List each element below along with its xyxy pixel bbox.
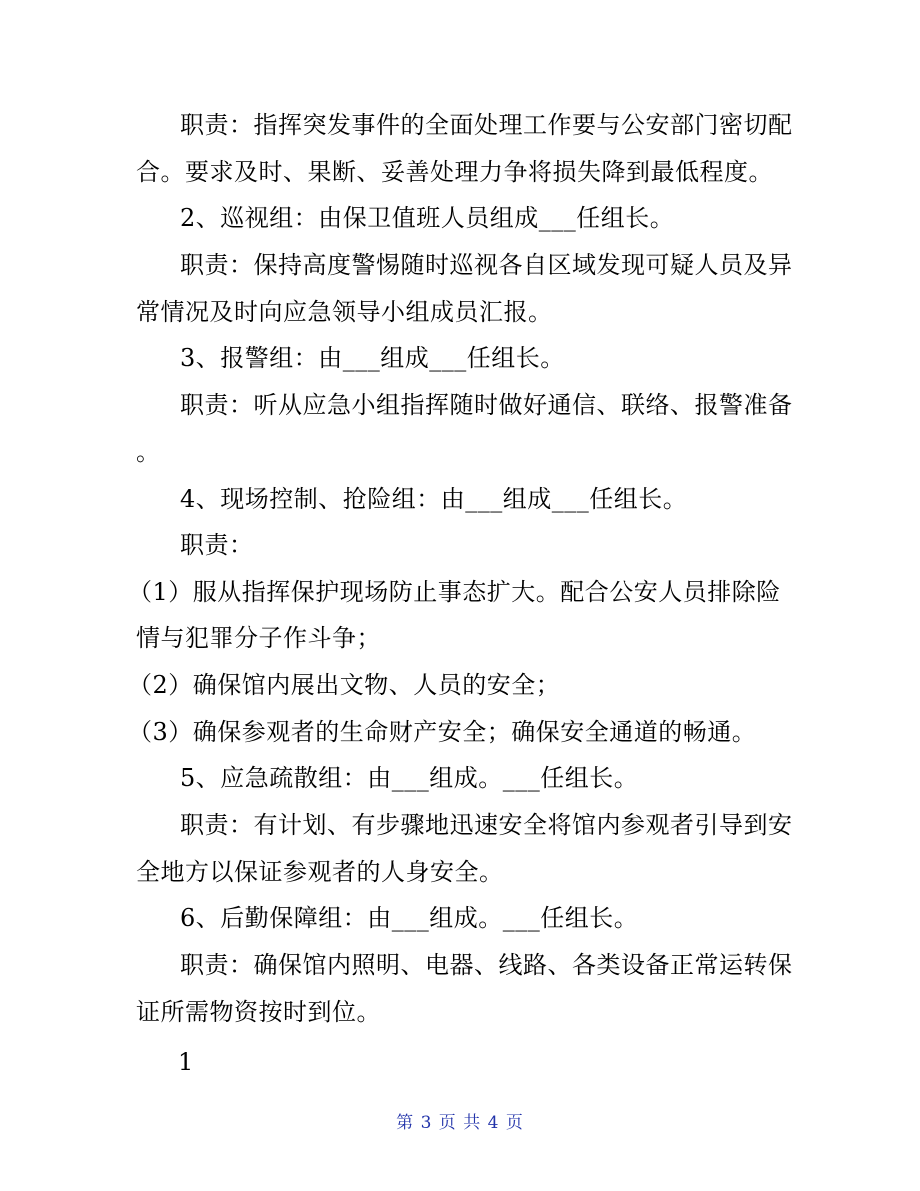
list-item: （2）确保馆内展出文物、人员的安全；: [128, 671, 561, 699]
paragraph-line: 职责：指挥突发事件的全面处理工作要与公安部门密切配: [180, 111, 793, 139]
paragraph-line: 职责：有计划、有步骤地迅速安全将馆内参观者引导到安: [180, 811, 793, 839]
paragraph-line: 职责：保持高度警惕随时巡视各自区域发现可疑人员及异: [180, 251, 793, 279]
page-footer: 第 3 页 共 4 页: [396, 1113, 524, 1133]
paragraph-line: 职责：听从应急小组指挥随时做好通信、联络、报警准备: [180, 391, 793, 419]
section-heading: 3、报警组：由___组成___任组长。: [180, 344, 565, 372]
list-item: （1）服从指挥保护现场防止事态扩大。配合公安人员排除险: [128, 578, 781, 606]
paragraph-line: 证所需物资按时到位。: [136, 998, 381, 1026]
section-heading: 4、现场控制、抢险组：由___组成___任组长。: [180, 485, 688, 513]
paragraph-line: 。: [136, 438, 161, 466]
page-number: 1: [178, 1048, 194, 1076]
paragraph-line: 常情况及时向应急领导小组成员汇报。: [136, 298, 553, 326]
section-heading: 2、巡视组：由保卫值班人员组成___任组长。: [180, 204, 675, 232]
paragraph-line: 职责：确保馆内照明、电器、线路、各类设备正常运转保: [180, 951, 793, 979]
paragraph-line: 合。要求及时、果断、妥善处理力争将损失降到最低程度。: [136, 158, 773, 186]
list-item: （3）确保参观者的生命财产安全；确保安全通道的畅通。: [128, 718, 757, 746]
section-heading: 6、后勤保障组：由___组成。___任组长。: [180, 904, 639, 932]
paragraph-line: 全地方以保证参观者的人身安全。: [136, 858, 504, 886]
section-heading: 5、应急疏散组：由___组成。___任组长。: [180, 764, 639, 792]
list-item-continuation: 情与犯罪分子作斗争；: [136, 624, 381, 652]
paragraph-line: 职责：: [180, 531, 254, 559]
